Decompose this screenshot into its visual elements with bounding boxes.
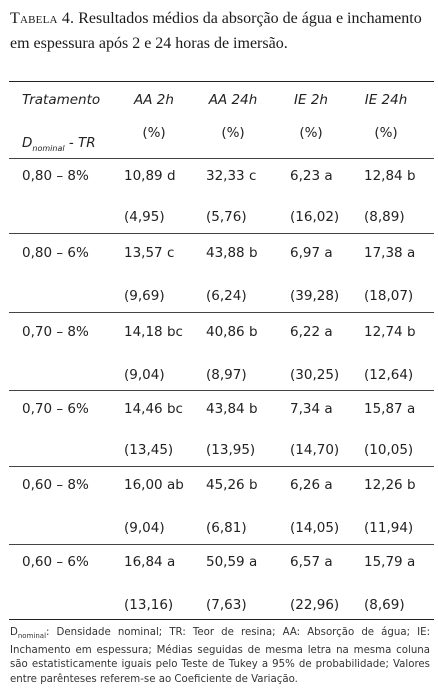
table-bottom-rule	[9, 619, 434, 620]
footnote-d-letter: D	[10, 627, 18, 638]
row-1-aa24: 32,33 c	[206, 168, 257, 184]
table-caption	[10, 6, 430, 56]
caption-text: Resultados médios da absorção de água e inchamento em espessura após 2 e 24 horas de imersão.	[10, 10, 422, 52]
row-3-ie2: 6,22 a	[290, 324, 333, 340]
row-4-cv-aa2: (13,45)	[124, 442, 174, 458]
footnote-text: : Densidade nominal; TR: Teor de resina; AA: Absorção de água; IE: Inchamento em espessura; Médias seguidas de mesma letra na mesma coluna são estatisticamente iguais pelo Teste de Tukey a 95% de probabilidade; Valores entre parênteses referem-se ao Coeficiente de Variação.	[10, 627, 430, 685]
header-ie-24h: IE 24h	[364, 92, 408, 108]
row-3-treatment: 0,70 – 8%	[22, 324, 89, 340]
table-top-rule	[9, 81, 434, 82]
row-3-rule	[9, 390, 434, 391]
row-6-cv-ie2: (22,96)	[290, 597, 340, 613]
row-5-aa2: 16,00 ab	[124, 477, 184, 493]
dnominal-letter: D	[22, 135, 33, 151]
row-1-cv-aa2: (4,95)	[124, 209, 165, 225]
header-aa-2h: AA 2h	[134, 92, 174, 108]
header-tratamento: Tratamento	[22, 92, 101, 108]
row-6-cv-ie24: (8,69)	[364, 597, 405, 613]
header-dnominal-tr	[22, 135, 96, 153]
dnominal-subscript: nominal	[32, 144, 65, 153]
row-1-rule	[9, 233, 434, 234]
row-5-cv-ie2: (14,05)	[290, 520, 340, 536]
row-2-cv-ie2: (39,28)	[290, 288, 340, 304]
row-5-aa24: 45,26 b	[206, 477, 258, 493]
unit-aa-24h: (%)	[221, 125, 245, 141]
row-2-cv-aa24: (6,24)	[206, 288, 247, 304]
row-6-cv-aa24: (7,63)	[206, 597, 247, 613]
unit-ie-24h: (%)	[374, 125, 398, 141]
row-2-ie2: 6,97 a	[290, 245, 333, 261]
row-6-treatment: 0,60 – 6%	[22, 554, 89, 570]
table-footnote	[10, 626, 430, 687]
footnote-d-subscript: nominal	[17, 632, 47, 640]
row-5-cv-ie24: (11,94)	[364, 520, 414, 536]
row-4-ie2: 7,34 a	[290, 401, 333, 417]
row-2-cv-ie24: (18,07)	[364, 288, 414, 304]
row-6-aa24: 50,59 a	[206, 554, 258, 570]
row-5-cv-aa2: (9,04)	[124, 520, 165, 536]
row-6-ie24: 15,79 a	[364, 554, 416, 570]
header-rule	[9, 158, 434, 159]
caption-label: Tabela 4.	[10, 10, 75, 27]
unit-aa-2h: (%)	[142, 125, 166, 141]
row-5-rule	[9, 544, 434, 545]
row-3-cv-ie2: (30,25)	[290, 367, 340, 383]
row-3-ie24: 12,74 b	[364, 324, 416, 340]
row-4-aa2: 14,46 bc	[124, 401, 183, 417]
row-2-rule	[9, 312, 434, 313]
header-ie-2h: IE 2h	[294, 92, 328, 108]
row-1-ie24: 12,84 b	[364, 168, 416, 184]
row-3-aa2: 14,18 bc	[124, 324, 183, 340]
row-4-cv-ie2: (14,70)	[290, 442, 340, 458]
row-4-treatment: 0,70 – 6%	[22, 401, 89, 417]
row-6-aa2: 16,84 a	[124, 554, 176, 570]
row-1-treatment: 0,80 – 8%	[22, 168, 89, 184]
row-3-aa24: 40,86 b	[206, 324, 258, 340]
row-2-aa2: 13,57 c	[124, 245, 175, 261]
row-4-ie24: 15,87 a	[364, 401, 416, 417]
row-6-ie2: 6,57 a	[290, 554, 333, 570]
row-5-ie2: 6,26 a	[290, 477, 333, 493]
row-1-aa2: 10,89 d	[124, 168, 176, 184]
row-2-treatment: 0,80 – 6%	[22, 245, 89, 261]
row-4-aa24: 43,84 b	[206, 401, 258, 417]
row-5-treatment: 0,60 – 8%	[22, 477, 89, 493]
row-2-ie24: 17,38 a	[364, 245, 416, 261]
row-2-aa24: 43,88 b	[206, 245, 258, 261]
row-3-cv-ie24: (12,64)	[364, 367, 414, 383]
row-1-ie2: 6,23 a	[290, 168, 333, 184]
row-4-cv-aa24: (13,95)	[206, 442, 256, 458]
row-1-cv-aa24: (5,76)	[206, 209, 247, 225]
row-2-cv-aa2: (9,69)	[124, 288, 165, 304]
header-aa-24h: AA 24h	[208, 92, 258, 108]
row-5-ie24: 12,26 b	[364, 477, 416, 493]
row-4-rule	[9, 466, 434, 467]
row-6-cv-aa2: (13,16)	[124, 597, 174, 613]
row-1-cv-ie24: (8,89)	[364, 209, 405, 225]
unit-ie-2h: (%)	[299, 125, 323, 141]
row-4-cv-ie24: (10,05)	[364, 442, 414, 458]
row-1-cv-ie2: (16,02)	[290, 209, 340, 225]
row-5-cv-aa24: (6,81)	[206, 520, 247, 536]
dnominal-rest: - TR	[64, 135, 96, 151]
row-3-cv-aa2: (9,04)	[124, 367, 165, 383]
row-3-cv-aa24: (8,97)	[206, 367, 247, 383]
